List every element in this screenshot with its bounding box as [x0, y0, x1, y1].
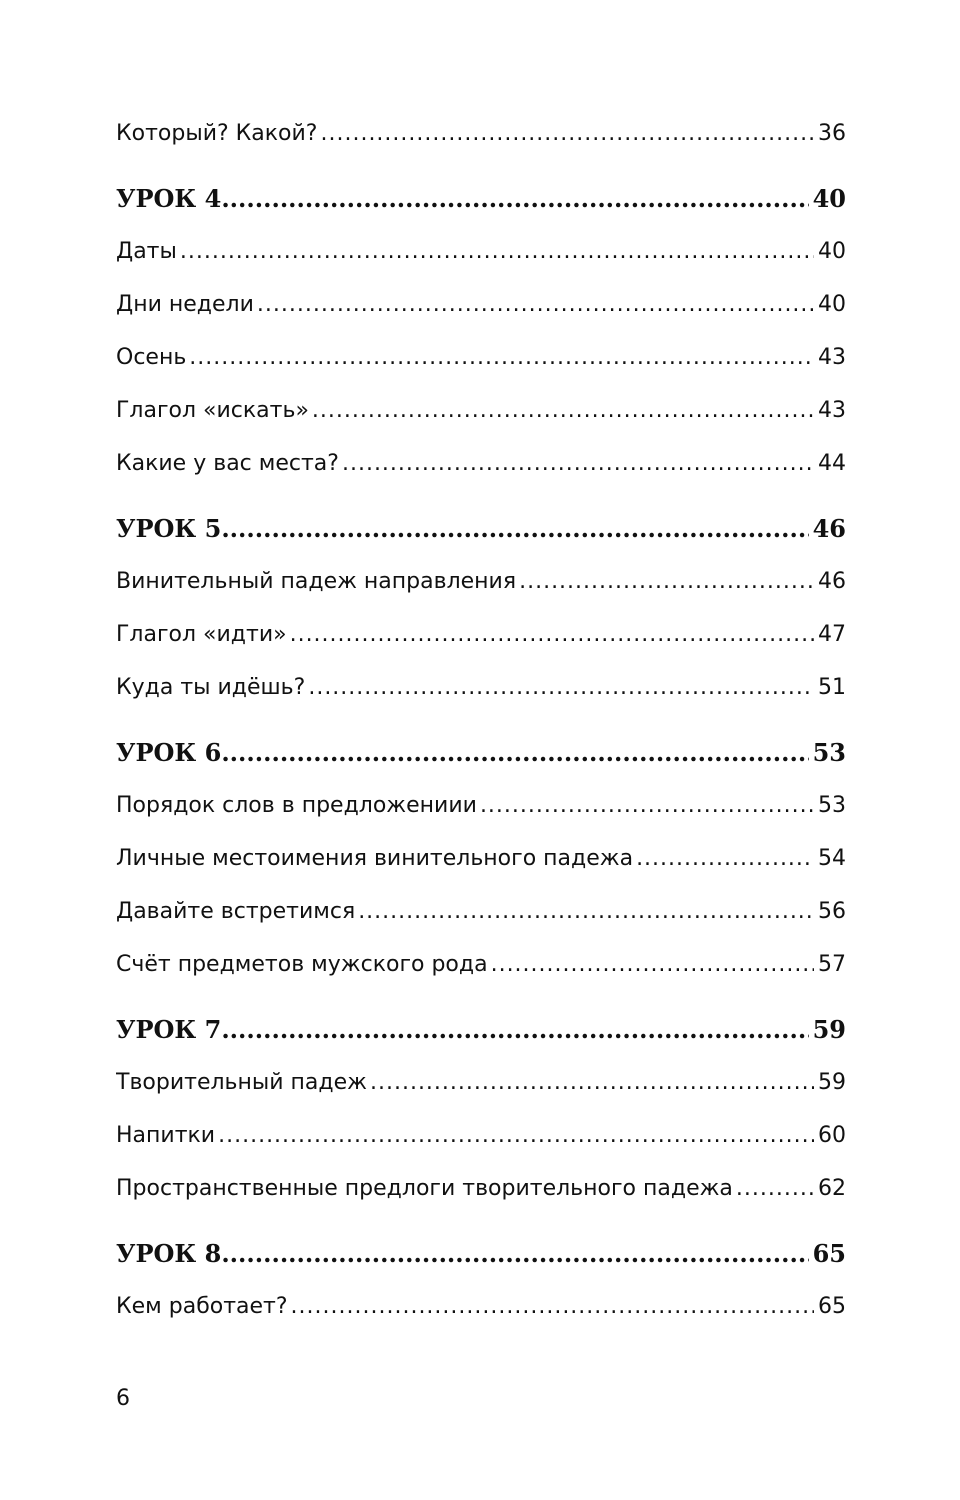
toc-entry-title: Какие у вас места? — [116, 451, 339, 476]
toc-entry-title: Кем работает? — [116, 1294, 288, 1319]
toc-lesson-page: 46 — [812, 514, 846, 543]
toc-entry[interactable] — [116, 1173, 846, 1205]
toc-entry-title: Давайте встретимся — [116, 899, 356, 924]
dot-leader — [358, 896, 814, 928]
toc-lesson-heading[interactable] — [116, 182, 846, 216]
toc-entry-page: 54 — [818, 846, 846, 871]
dot-leader — [221, 1013, 808, 1047]
dot-leader — [320, 118, 814, 150]
dot-leader — [290, 619, 814, 651]
toc-lesson-heading[interactable] — [116, 512, 846, 546]
toc-lesson-page: 53 — [812, 738, 846, 767]
toc-entry-page: 56 — [818, 899, 846, 924]
toc-entry-page: 53 — [818, 793, 846, 818]
toc-entry[interactable] — [116, 448, 846, 480]
toc-entry-title: Пространственные предлоги творительного падежа — [116, 1176, 733, 1201]
toc-entry-title: Глагол «идти» — [116, 622, 287, 647]
toc-entry-title: Личные местоимения винительного падежа — [116, 846, 634, 871]
toc-entry-page: 62 — [818, 1176, 846, 1201]
dot-leader — [221, 512, 808, 546]
dot-leader — [308, 672, 814, 704]
toc-entry[interactable] — [116, 289, 846, 321]
dot-leader — [636, 843, 814, 875]
toc-entry-page: 43 — [818, 345, 846, 370]
dot-leader — [312, 395, 814, 427]
toc-entry-page: 60 — [818, 1123, 846, 1148]
toc-entry-page: 46 — [818, 569, 846, 594]
toc-entry[interactable] — [116, 1120, 846, 1152]
dot-leader — [180, 236, 814, 268]
dot-leader — [221, 182, 808, 216]
dot-leader — [221, 736, 808, 770]
toc-entry-page: 57 — [818, 952, 846, 977]
toc-lesson-heading[interactable] — [116, 736, 846, 770]
toc-entry-title: Винительный падеж направления — [116, 569, 517, 594]
toc-entry[interactable] — [116, 1067, 846, 1099]
toc-entry[interactable] — [116, 672, 846, 704]
toc-entry[interactable] — [116, 566, 846, 598]
toc-entry-page: 51 — [818, 675, 846, 700]
toc-entry[interactable] — [116, 118, 846, 150]
toc-entry[interactable] — [116, 236, 846, 268]
toc-lesson-page: 65 — [812, 1239, 846, 1268]
toc-entry[interactable] — [116, 843, 846, 875]
toc-entry[interactable] — [116, 1291, 846, 1323]
toc-lesson-heading[interactable] — [116, 1237, 846, 1271]
toc-entry[interactable] — [116, 896, 846, 928]
page-number: 6 — [116, 1386, 130, 1411]
toc-entry-page: 59 — [818, 1070, 846, 1095]
dot-leader — [189, 342, 814, 374]
toc-entry[interactable] — [116, 790, 846, 822]
dot-leader — [257, 289, 814, 321]
toc-entry-page: 44 — [818, 451, 846, 476]
toc-lesson-title: УРОК 8 — [116, 1239, 222, 1268]
toc-lesson-title: УРОК 5 — [116, 514, 222, 543]
toc-entry[interactable] — [116, 395, 846, 427]
toc-entry-page: 40 — [818, 239, 846, 264]
toc-entry[interactable] — [116, 342, 846, 374]
toc-entry-title: Даты — [116, 239, 177, 264]
toc-lesson-title: УРОК 6 — [116, 738, 222, 767]
toc-entry-title: Куда ты идёшь? — [116, 675, 306, 700]
dot-leader — [342, 448, 814, 480]
dot-leader — [491, 949, 814, 981]
toc-entry-title: Дни недели — [116, 292, 254, 317]
toc-entry[interactable] — [116, 949, 846, 981]
toc-entry-page: 47 — [818, 622, 846, 647]
toc-lesson-page: 40 — [812, 184, 846, 213]
toc-entry-page: 65 — [818, 1294, 846, 1319]
toc-entry-title: Порядок слов в предложениии — [116, 793, 477, 818]
toc-entry-title: Который? Какой? — [116, 121, 318, 146]
toc-entry-title: Напитки — [116, 1123, 216, 1148]
toc-entry-title: Счёт предметов мужского рода — [116, 952, 488, 977]
toc-entry-page: 43 — [818, 398, 846, 423]
toc-entry-page: 36 — [818, 121, 846, 146]
toc-entry[interactable] — [116, 619, 846, 651]
toc-lesson-page: 59 — [812, 1015, 846, 1044]
toc-lesson-heading[interactable] — [116, 1013, 846, 1047]
toc-lesson-title: УРОК 7 — [116, 1015, 222, 1044]
toc-entry-title: Творительный падеж — [116, 1070, 367, 1095]
dot-leader — [221, 1237, 808, 1271]
dot-leader — [370, 1067, 814, 1099]
dot-leader — [480, 790, 814, 822]
dot-leader — [736, 1173, 814, 1205]
dot-leader — [218, 1120, 814, 1152]
toc-entry-title: Осень — [116, 345, 187, 370]
toc-entry-title: Глагол «искать» — [116, 398, 309, 423]
toc-lesson-title: УРОК 4 — [116, 184, 222, 213]
dot-leader — [291, 1291, 814, 1323]
toc-entry-page: 40 — [818, 292, 846, 317]
dot-leader — [519, 566, 814, 598]
